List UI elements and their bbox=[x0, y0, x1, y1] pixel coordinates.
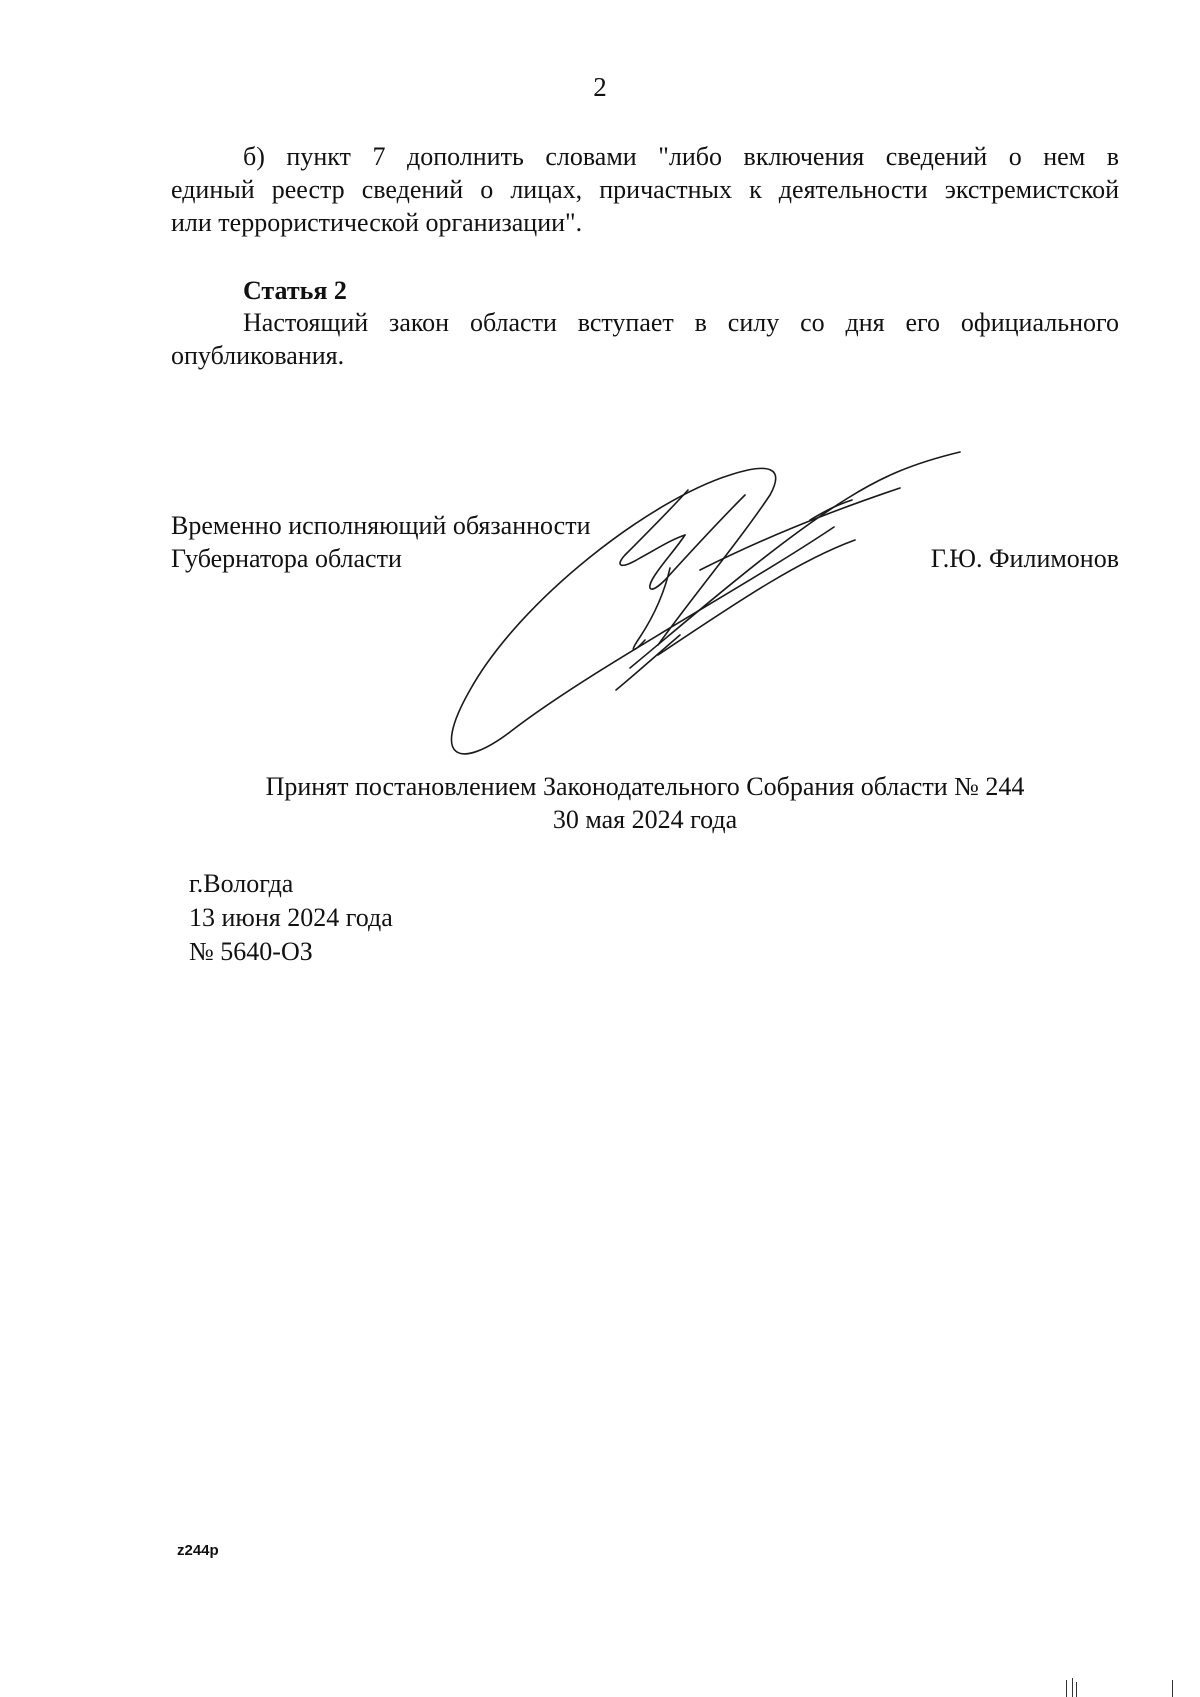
law-number: № 5640-ОЗ bbox=[189, 937, 313, 966]
adoption-note bbox=[171, 770, 1119, 836]
scan-mark bbox=[1172, 1680, 1173, 1697]
signer-title-line-1: Временно исполняющий обязанности bbox=[171, 511, 591, 540]
scan-mark bbox=[1066, 1680, 1067, 1697]
handwritten-signature bbox=[440, 440, 1020, 780]
paragraph-b-line-2: единый реестр сведений о лицах, причастных к деятельности экстремистской bbox=[171, 175, 1119, 204]
page-number: 2 bbox=[593, 72, 607, 102]
signer-title-line-2: Губернатора области bbox=[171, 544, 402, 573]
adoption-line-1: Принят постановлением Законодательного Собрания области № 244 bbox=[265, 772, 1025, 801]
paragraph-b bbox=[171, 140, 1119, 239]
paragraph-b-line-1: б) пункт 7 дополнить словами "либо включения сведений о нем в bbox=[243, 142, 1119, 171]
city: г.Вологда bbox=[189, 869, 294, 898]
signer-name: Г.Ю. Филимонов bbox=[930, 544, 1119, 573]
signing-date: 13 июня 2024 года bbox=[189, 903, 393, 932]
scan-mark bbox=[1076, 1682, 1077, 1697]
article-body bbox=[171, 306, 1119, 372]
document-code: z244p bbox=[177, 1542, 219, 1559]
place-date-number bbox=[189, 867, 393, 969]
article-heading: Статья 2 bbox=[243, 276, 347, 305]
scan-mark bbox=[1072, 1678, 1073, 1697]
article-body-line-2: опубликования. bbox=[171, 341, 345, 370]
paragraph-b-line-3: или террористической организации". bbox=[171, 208, 583, 237]
article-body-line-1: Настоящий закон области вступает в силу со дня его официального bbox=[243, 308, 1119, 337]
adoption-line-2: 30 мая 2024 года bbox=[552, 805, 738, 834]
